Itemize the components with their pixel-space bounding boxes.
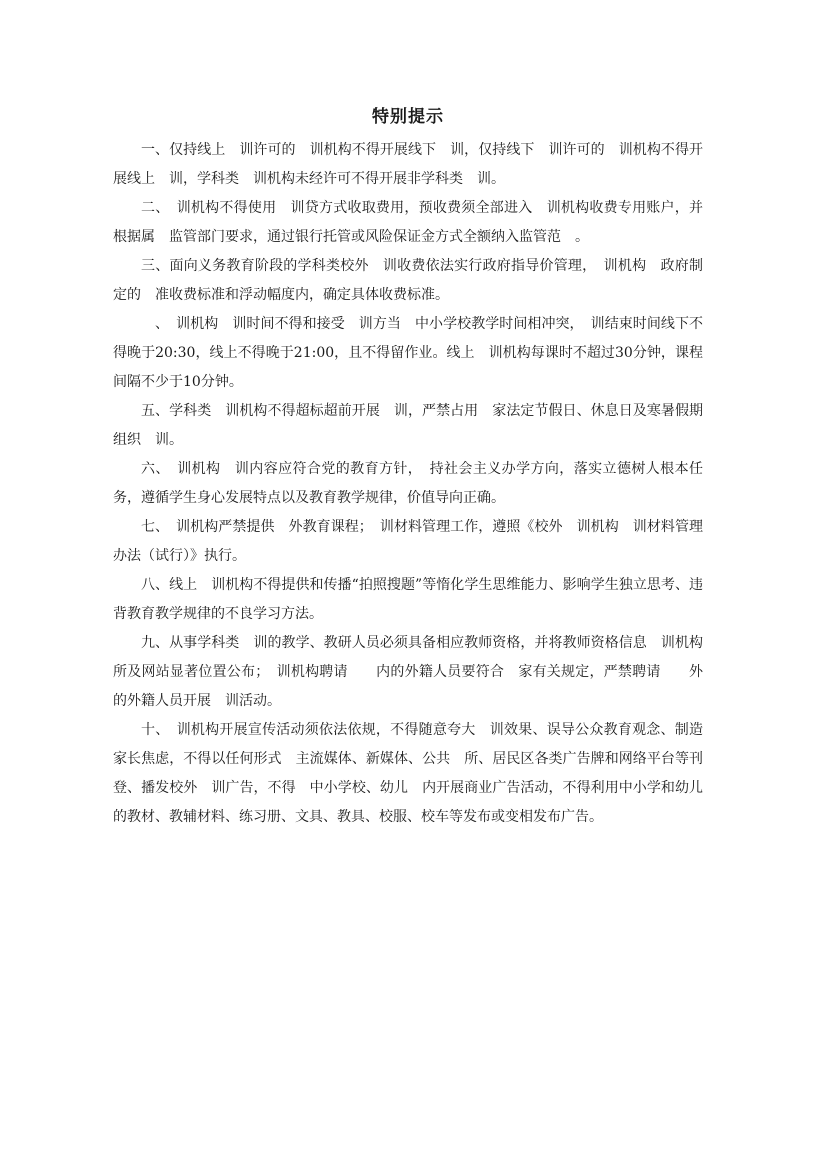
paragraph-1: 一、仅持线上 训许可的 训机构不得开展线下 训，仅持线下 训许可的 训机构不得开展线上 训，学科类 训机构未经许可不得开展非学科类 训。 xyxy=(113,142,703,187)
paragraph-4: 、 训机构 训时间不得和接受 训方当 中小学校教学时间相冲突， 训结束时间线下不得晚于20:30，线上不得晚于21:00，且不得留作业。线上 训机构每课时不超过30分钟，课程间隔不少于10分钟。 xyxy=(113,316,703,390)
paragraph-9: 九、从事学科类 训的教学、教研人员必须具备相应教师资格，并将教师资格信息 训机构 所及网站显著位置公布； 训机构聘请 内的外籍人员要符合 家有关规定，严禁聘请 外的外籍人员开展 训活动。 xyxy=(113,635,717,709)
paragraph-8: 八、线上 训机构不得提供和传播“拍照搜题”等惰化学生思维能力、影响学生独立思考、违背教育教学规律的不良学习方法。 xyxy=(113,577,703,622)
document-body xyxy=(113,136,717,832)
paragraph-3: 三、面向义务教育阶段的学科类校外 训收费依法实行政府指导价管理， 训机构 政府制定的 准收费标准和浮动幅度内，确定具体收费标准。 xyxy=(113,258,703,303)
document-title: 特别提示 xyxy=(372,107,444,127)
paragraph-5: 五、学科类 训机构不得超标超前开展 训，严禁占用 家法定节假日、休息日及寒暑假期组织 训。 xyxy=(113,403,703,448)
paragraph-10: 十、 训机构开展宣传活动须依法依规，不得随意夸大 训效果、误导公众教育观念、制造家长焦虑，不得以任何形式 主流媒体、新媒体、公共 所、居民区各类广告牌和网络平台等刊登、播发校外 训广告，不得 中小学校、幼儿 内开展商业广告活动，不得利用中小学和幼儿 的教材、教辅材料、练习册、文具、教具、校服、校车等发布或变相发布广告。 xyxy=(113,722,717,825)
document-page xyxy=(113,104,717,832)
paragraph-2: 二、 训机构不得使用 训贷方式收取费用，预收费须全部进入 训机构收费专用账户，并根据属 监管部门要求，通过银行托管或风险保证金方式全额纳入监管范 。 xyxy=(113,200,703,245)
paragraph-6: 六、 训机构 训内容应符合党的教育方针， 持社会主义办学方向，落实立德树人根本任务，遵循学生身心发展特点以及教育教学规律，价值导向正确。 xyxy=(113,461,703,506)
paragraph-7: 七、 训机构严禁提供 外教育课程； 训材料管理工作，遵照《校外 训机构 训材料管理办法（试行）》执行。 xyxy=(113,519,703,564)
